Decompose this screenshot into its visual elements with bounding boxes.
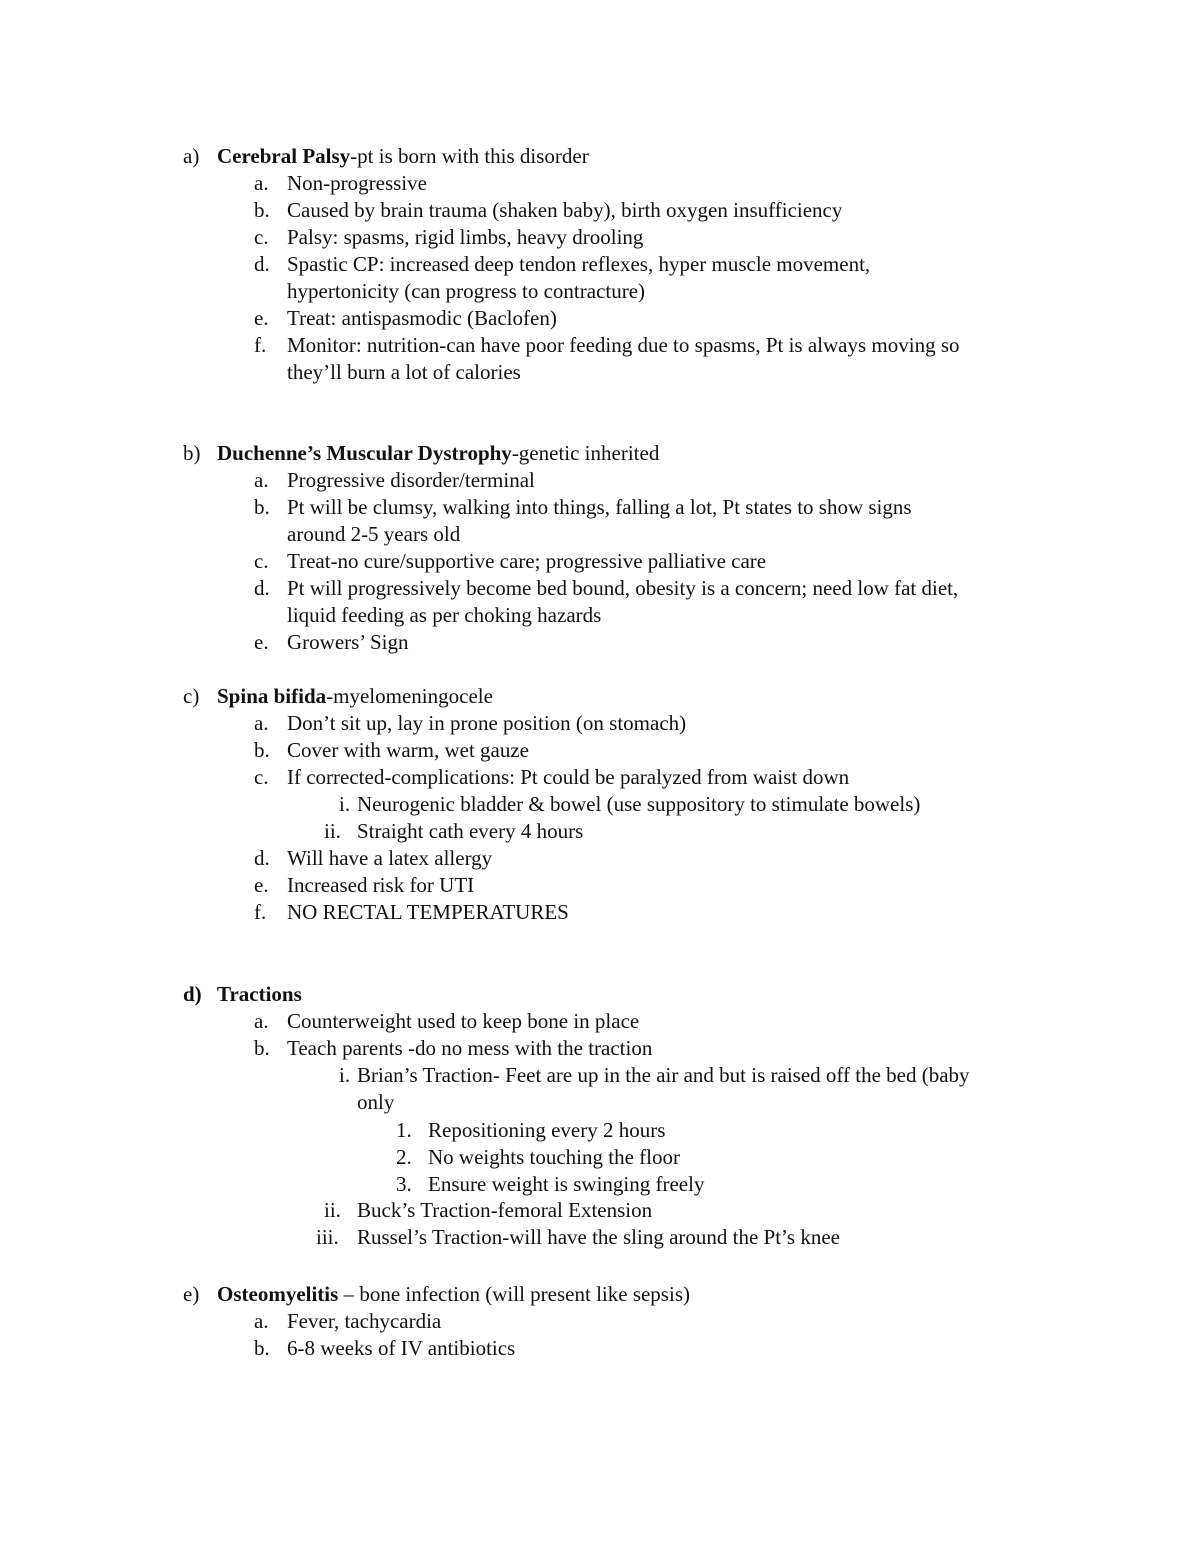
section-marker: d) <box>183 982 202 1006</box>
item-text: Counterweight used to keep bone in place <box>287 1009 640 1033</box>
item-marker: i. <box>339 792 351 816</box>
item-text: Caused by brain trauma (shaken baby), birth oxygen insufficiency <box>287 198 843 222</box>
item-text: Pt will be clumsy, walking into things, falling a lot, Pt states to show signs <box>287 495 912 519</box>
item-marker: ii. <box>324 1198 341 1222</box>
item-marker: 1. <box>396 1118 412 1142</box>
section-title: Spina bifida <box>217 684 327 708</box>
item-text: Non-progressive <box>287 171 427 195</box>
item-marker: b. <box>254 198 270 222</box>
item-text: Repositioning every 2 hours <box>428 1118 666 1142</box>
item-text: Fever, tachycardia <box>287 1309 442 1333</box>
item-marker: iii. <box>316 1225 339 1249</box>
item-marker: e. <box>254 630 269 654</box>
item-marker: e. <box>254 306 269 330</box>
item-marker: i. <box>339 1063 351 1087</box>
item-text: NO RECTAL TEMPERATURES <box>287 900 569 924</box>
item-text: Spastic CP: increased deep tendon reflexes, hyper muscle movement, <box>287 252 871 276</box>
item-text: Cover with warm, wet gauze <box>287 738 530 762</box>
item-text: Growers’ Sign <box>287 630 409 654</box>
item-text: 6-8 weeks of IV antibiotics <box>287 1336 516 1360</box>
item-text: Monitor: nutrition-can have poor feeding due to spasms, Pt is always moving so <box>287 333 960 357</box>
section-title: Osteomyelitis <box>217 1282 339 1306</box>
item-marker: c. <box>254 765 269 789</box>
item-text: only <box>357 1090 395 1114</box>
section-desc: – bone infection (will present like sepsis) <box>338 1282 690 1306</box>
item-marker: a. <box>254 711 269 735</box>
item-marker: e. <box>254 873 269 897</box>
item-text: Teach parents -do no mess with the traction <box>287 1036 653 1060</box>
item-text: Russel’s Traction-will have the sling around the Pt’s knee <box>357 1225 840 1249</box>
item-text: Treat-no cure/supportive care; progressive palliative care <box>287 549 767 573</box>
section-title: Duchenne’s Muscular Dystrophy <box>217 441 512 465</box>
item-marker: c. <box>254 225 269 249</box>
item-text: If corrected-complications: Pt could be paralyzed from waist down <box>287 765 850 789</box>
item-marker: a. <box>254 468 269 492</box>
item-text: Treat: antispasmodic (Baclofen) <box>287 306 557 330</box>
item-marker: a. <box>254 1309 269 1333</box>
item-marker: b. <box>254 1336 270 1360</box>
section-marker: e) <box>183 1282 200 1306</box>
section-desc: -genetic inherited <box>511 441 660 465</box>
item-marker: b. <box>254 738 270 762</box>
item-text: No weights touching the floor <box>428 1145 680 1169</box>
item-text: Will have a latex allergy <box>287 846 493 870</box>
item-text: Progressive disorder/terminal <box>287 468 535 492</box>
item-text: Neurogenic bladder & bowel (use suppository to stimulate bowels) <box>357 792 921 816</box>
item-marker: a. <box>254 1009 269 1033</box>
item-marker: d. <box>254 576 270 600</box>
item-text: Buck’s Traction-femoral Extension <box>357 1198 653 1222</box>
item-marker: b. <box>254 1036 270 1060</box>
item-marker: a. <box>254 171 269 195</box>
item-marker: d. <box>254 846 270 870</box>
item-marker: c. <box>254 549 269 573</box>
item-marker: 2. <box>396 1145 412 1169</box>
item-text: Increased risk for UTI <box>287 873 475 897</box>
item-text: Ensure weight is swinging freely <box>428 1172 705 1196</box>
item-marker: b. <box>254 495 270 519</box>
section-desc: -myelomeningocele <box>326 684 493 708</box>
section-title: Cerebral Palsy <box>217 144 351 168</box>
item-marker: d. <box>254 252 270 276</box>
item-text: Straight cath every 4 hours <box>357 819 584 843</box>
item-text: Pt will progressively become bed bound, obesity is a concern; need low fat diet, <box>287 576 959 600</box>
item-text: Don’t sit up, lay in prone position (on stomach) <box>287 711 687 735</box>
section-title: Tractions <box>217 982 302 1006</box>
section-marker: b) <box>183 441 201 465</box>
section-marker: c) <box>183 684 200 708</box>
item-text: around 2-5 years old <box>287 522 461 546</box>
item-marker: ii. <box>324 819 341 843</box>
section-desc: -pt is born with this disorder <box>350 144 589 168</box>
item-marker: f. <box>254 900 267 924</box>
item-text: they’ll burn a lot of calories <box>287 360 521 384</box>
item-text: Brian’s Traction- Feet are up in the air and but is raised off the bed (baby <box>357 1063 970 1087</box>
item-text: Palsy: spasms, rigid limbs, heavy drooling <box>287 225 644 249</box>
item-text: hypertonicity (can progress to contracture) <box>287 279 646 303</box>
item-marker: f. <box>254 333 267 357</box>
section-marker: a) <box>183 144 200 168</box>
item-marker: 3. <box>396 1172 412 1196</box>
item-text: liquid feeding as per choking hazards <box>287 603 602 627</box>
